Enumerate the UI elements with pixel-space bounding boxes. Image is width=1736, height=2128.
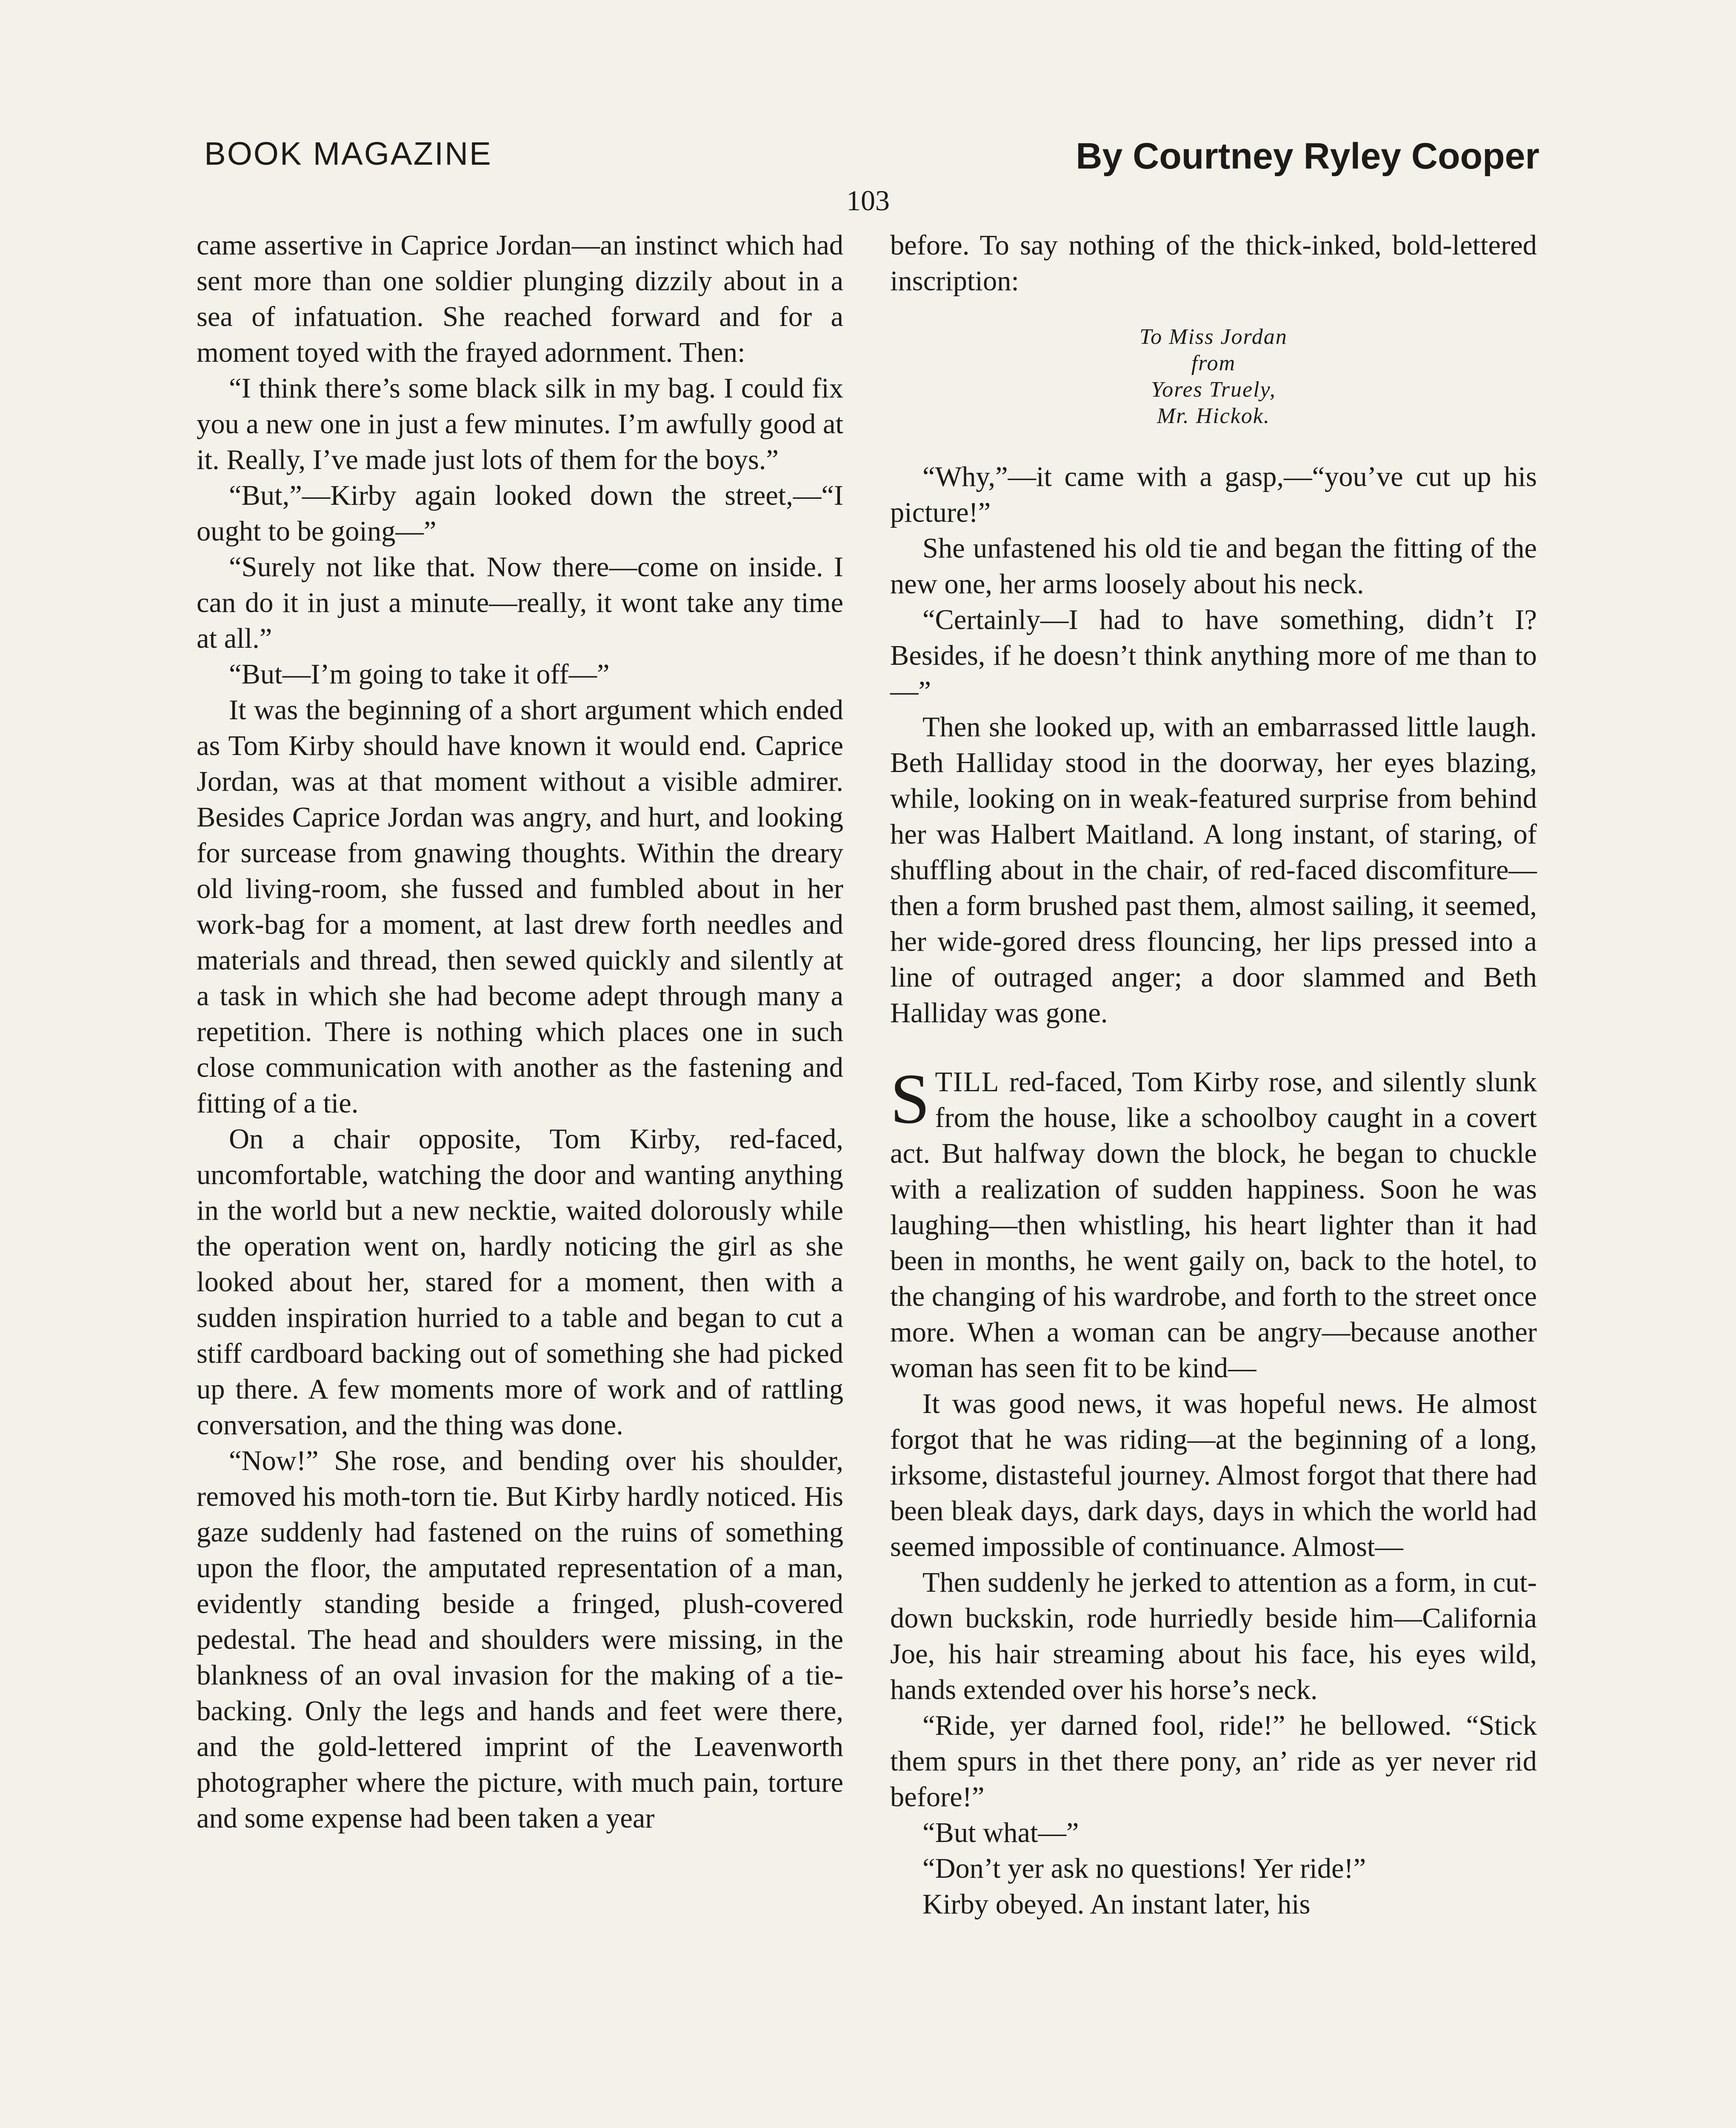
section-opening-paragraph [890,1059,1537,1386]
paragraph: “Why,”—it came with a gasp,—“you’ve cut up his picture!” [890,461,1537,528]
paragraph: “But—I’m going to take it off—” [229,659,610,690]
paragraph: “Ride, yer darned fool, ride!” he bellowed. “Stick them spurs in thet there pony, an’ ride as yer never rid before!” [890,1710,1537,1813]
running-head-author: By Courtney Ryley Cooper [1076,136,1539,177]
drop-cap: S [890,1059,930,1138]
photo-inscription [890,324,1537,429]
paragraph: Then suddenly he jerked to attention as a form, in cut-down buckskin, rode hurriedly beside him—California Joe, his hair streaming about his face, his eyes wild, hands extended over his horse’s neck. [890,1567,1537,1705]
inscription-line: Yores Truely, [1151,378,1276,402]
right-column [890,228,1537,1922]
small-caps-lead: TILL [935,1067,1000,1098]
paragraph-text: red-faced, Tom Kirby rose, and silently slunk from the house, like a schoolboy caught in a covert act. But halfway down the block, he began to chuckle with a realization of sudden happiness. Soon he was laughing—then whistling, his heart lighter than it had been in months, he went gaily on, back to the hotel, to the changing of his wardrobe, and forth to the street once more. When a woman can be angry—because another woman has seen fit to be kind— [890,1067,1537,1384]
paragraph: Kirby obeyed. An instant later, his [922,1889,1311,1920]
paragraph: She unfastened his old tie and began the fitting of the new one, her arms loosely about his neck. [890,533,1537,600]
inscription-line: Mr. Hickok. [1156,404,1271,428]
left-column [197,228,843,1836]
inscription-line: from [1191,351,1236,375]
paragraph: “Now!” She rose, and bending over his shoulder, removed his moth-torn tie. But Kirby hardly noticed. His gaze suddenly had fastened on the ruins of something upon the floor, the amputated representation of a man, evidently standing beside a fringed, plush-covered pedestal. The head and shoulders were missing, in the blankness of an oval invasion for the making of a tie-backing. Only the legs and hands and feet were there, and the gold-lettered imprint of the Leavenworth photographer where the picture, with much pain, torture and some expense had been taken a year [197,1445,843,1834]
paragraph: “But what—” [922,1817,1079,1848]
paragraph: “But,”—Kirby again looked down the street,—“I ought to be going—” [197,480,843,547]
running-head-magazine: BOOK MAGAZINE [204,136,492,172]
paragraph: On a chair opposite, Tom Kirby, red-faced, uncomfortable, watching the door and wanting anything in the world but a new necktie, waited dolorously while the operation went on, hardly noticing the girl as she looked about her, stared for a moment, then with a sudden inspiration hurried to a table and began to cut a stiff cardboard backing out of something she had picked up there. A few moments more of work and of rattling conversation, and the thing was done. [197,1124,843,1441]
section-break [890,1031,1537,1064]
paragraph: Then she looked up, with an embarrassed little laugh. Beth Halliday stood in the doorway, her eyes blazing, while, looking on in weak-featured surprise from behind her was Halbert Maitland. A long instant, of staring, of shuffling about in the chair, of red-faced discomfiture—then a form brushed past them, almost sailing, it seemed, her wide-gored dress flouncing, her lips pressed into a line of outraged anger; a door slammed and Beth Halliday was gone. [890,712,1537,1029]
paragraph: “Certainly—I had to have something, didn’t I? Besides, if he doesn’t think anything more of me than to—” [890,604,1537,707]
page-number: 103 [846,184,890,217]
paragraph: It was good news, it was hopeful news. He almost forgot that he was riding—at the beginning of a long, irksome, distasteful journey. Almost forgot that there had been bleak days, dark days, days in which the world had seemed impossible of continuance. Almost— [890,1388,1537,1562]
paragraph: “I think there’s some black silk in my bag. I could fix you a new one in just a few minutes. I’m awfully good at it. Really, I’ve made just lots of them for the boys.” [197,373,843,475]
paragraph: It was the beginning of a short argument which ended as Tom Kirby should have known it would end. Caprice Jordan, was at that moment without a visible admirer. Besides Caprice Jordan was angry, and hurt, and looking for surcease from gnawing thoughts. Within the dreary old living-room, she fussed and fumbled about in her work-bag for a moment, at last drew forth needles and materials and thread, then sewed quickly and silently at a task in which she had become adept through many a repetition. There is nothing which places one in such close communication with another as the fastening and fitting of a tie. [197,695,843,1119]
paragraph: “Surely not like that. Now there—come on inside. I can do it in just a minute—really, it wont take any time at all.” [197,552,843,654]
paragraph: “Don’t yer ask no questions! Yer ride!” [922,1853,1366,1884]
paragraph: came assertive in Caprice Jordan—an instinct which had sent more than one soldier plunging dizzily about in a sea of infatuation. She reached forward and for a moment toyed with the frayed adornment. Then: [197,230,843,368]
inscription-line: To Miss Jordan [1139,325,1288,349]
paragraph: before. To say nothing of the thick-inked, bold-lettered inscription: [890,230,1537,297]
